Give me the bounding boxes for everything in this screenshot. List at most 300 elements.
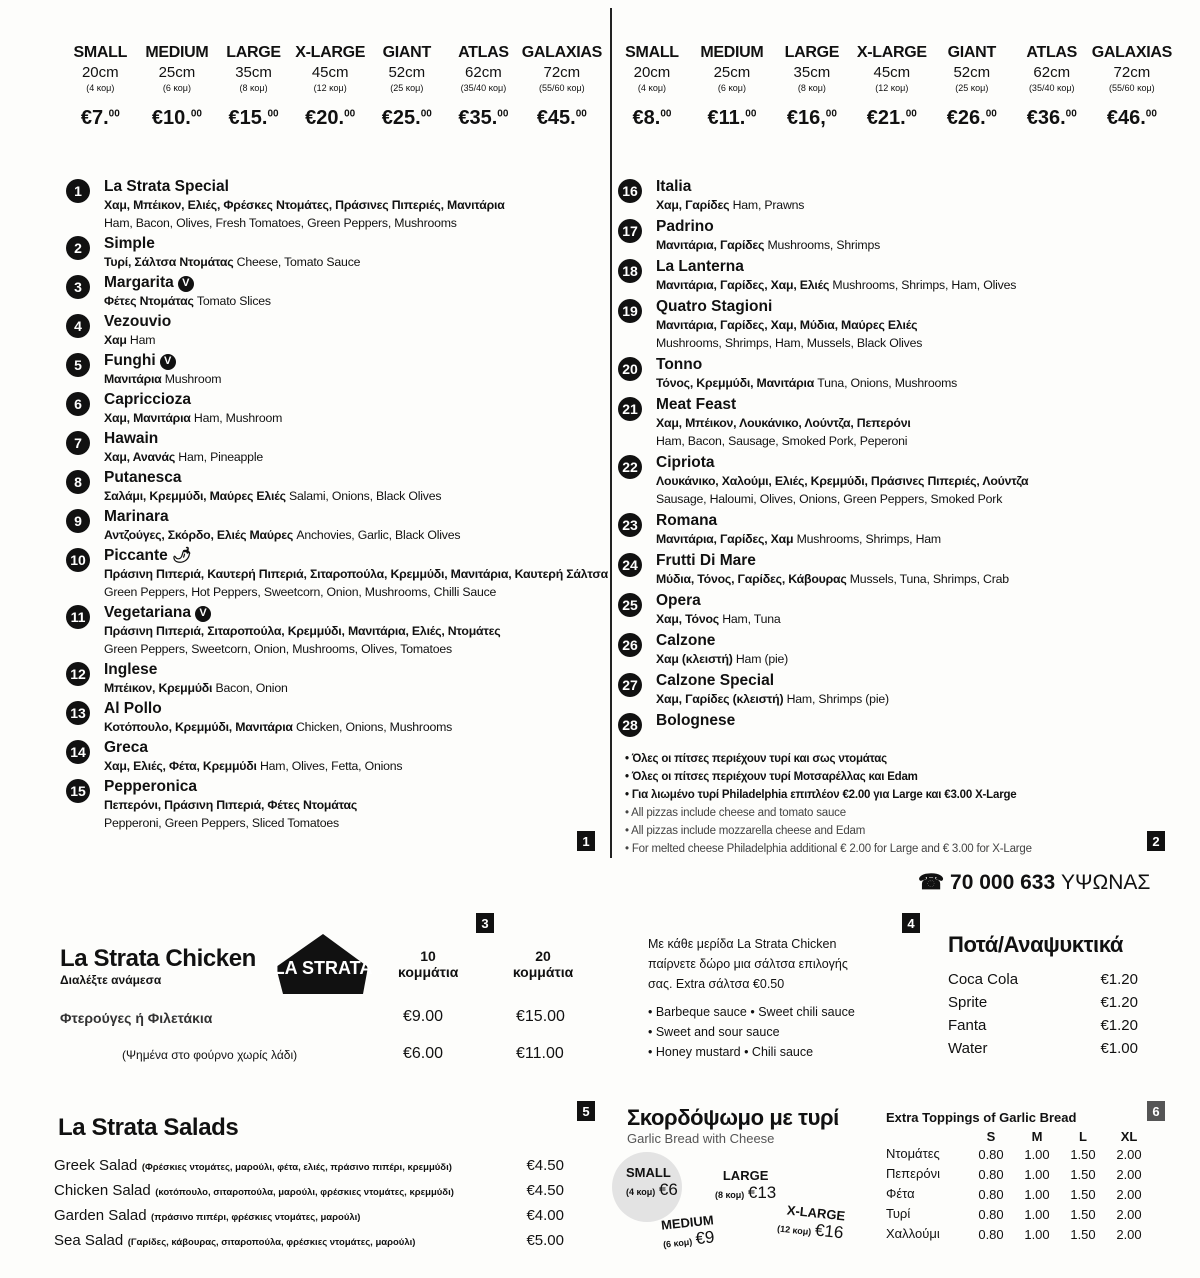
price-main: €21.	[866, 107, 906, 129]
price-cents: 00	[420, 108, 432, 120]
size-name: LARGE	[226, 44, 281, 61]
note: • Όλες οι πίτσες περιέχουν τυρί Μοτσαρέλλας και Edam	[625, 771, 918, 783]
size-column	[215, 44, 292, 130]
price-cents: 00	[190, 108, 202, 120]
size-column	[692, 44, 772, 130]
pizza-ingredients	[656, 236, 1170, 254]
ingredients-english: Anchovies, Garlic, Black Olives	[296, 528, 461, 542]
size-diameter: 72cm	[543, 64, 581, 81]
offer-line: σας. Extra σάλτσα €0.50	[648, 977, 785, 991]
pizza-item	[610, 711, 1170, 733]
note: • For melted cheese Philadelphia additional € 2.00 for Large and € 3.00 for X-Large	[625, 843, 1032, 855]
ingredients-english: Mushrooms, Shrimps	[767, 238, 881, 252]
price-cents: 00	[575, 108, 587, 120]
pizza-ingredients	[656, 690, 1170, 708]
ingredients-greek: Χαμ, Ελιές, Φέτα, Κρεμμύδι	[104, 759, 257, 773]
ingredients-english: Mushrooms, Shrimps, Ham, Mussels, Black Olives	[656, 336, 923, 350]
ingredients-greek: Πράσινη Πιπεριά, Σιταροπούλα, Κρεμμύδι, Μανιτάρια, Ελιές, Ντομάτες	[104, 624, 501, 638]
size-pieces: (25 κομ)	[955, 83, 989, 93]
topping-price: 1.00	[1024, 1206, 1050, 1222]
pieces: (12 κομ)	[776, 1223, 812, 1238]
pizza-number-badge: 17	[618, 219, 642, 243]
pizza-number-badge: 28	[618, 713, 642, 737]
topping-price: 2.00	[1116, 1166, 1142, 1182]
size-column	[522, 44, 602, 130]
pizza-ingredients	[104, 526, 598, 544]
price-main: €26.	[946, 107, 986, 129]
pizza-item	[58, 234, 598, 271]
pizza-number-badge: 7	[66, 431, 90, 455]
pizza-name: Frutti Di Mare	[656, 552, 756, 569]
size-column	[852, 44, 932, 130]
topping-price: 1.50	[1070, 1206, 1096, 1222]
pizza-name-row	[104, 429, 598, 448]
pizza-name: Vezouvio	[104, 313, 172, 330]
ingredients-greek: Μανιτάρια, Γαρίδες	[656, 238, 765, 252]
size-pieces: (55/60 κομ)	[1109, 83, 1155, 93]
pizza-name: Opera	[656, 592, 701, 609]
ingredients-english: Ham, Olives, Fetta, Onions	[259, 759, 403, 773]
size-name: X-LARGE	[856, 44, 927, 61]
phone-area: ΥΨΩΝΑΣ	[1060, 871, 1151, 894]
size-pieces: (8 κομ)	[239, 83, 268, 93]
drink-row	[948, 1037, 1138, 1060]
pizza-name: Italia	[656, 178, 692, 195]
pizza-item	[58, 312, 598, 349]
size-diameter: 25cm	[713, 64, 751, 81]
ingredients-greek: Μανιτάρια	[104, 372, 162, 386]
chicken-price: €9.00	[403, 1008, 444, 1025]
chicken-offer	[648, 934, 855, 1062]
pizza-number-badge: 10	[66, 548, 90, 572]
drink-row	[948, 1014, 1138, 1037]
pizza-ingredients	[656, 490, 1170, 508]
pizza-item	[610, 551, 1170, 588]
pizza-name-row	[656, 257, 1170, 276]
col-count: 20	[535, 948, 551, 964]
pizza-name: Greca	[104, 739, 148, 756]
toppings-header	[886, 1129, 1152, 1144]
garlic-size	[776, 1202, 846, 1244]
pizza-ingredients	[104, 253, 598, 271]
garlic-size	[660, 1212, 716, 1252]
size-price	[152, 107, 202, 130]
chicken-price: €11.00	[516, 1045, 564, 1062]
size-price	[947, 107, 997, 130]
pizza-ingredients	[104, 718, 598, 736]
size-pieces: (35/40 κομ)	[460, 83, 507, 93]
topping-price: 1.00	[1024, 1146, 1050, 1162]
pizza-name: Cipriota	[656, 454, 715, 471]
drinks-title: Ποτά/Αναψυκτικά	[948, 932, 1124, 957]
ingredients-greek: Μανιτάρια, Γαρίδες, Χαμ	[656, 532, 794, 546]
ingredients-greek: Μπέικον, Κρεμμύδι	[104, 681, 213, 695]
pizza-name-row	[656, 217, 1170, 236]
pizza-name-row	[656, 395, 1170, 414]
topping-price: 0.80	[978, 1146, 1004, 1162]
pizza-item	[58, 390, 598, 427]
salad-label	[54, 1154, 452, 1179]
section-number: 1	[577, 831, 595, 851]
salad-price: €5.00	[526, 1232, 564, 1249]
pizza-name-row	[104, 660, 598, 679]
topping-row	[886, 1204, 1152, 1224]
ingredients-greek: Χαμ, Γαρίδες	[656, 198, 730, 212]
phone-icon: ☎	[918, 871, 945, 894]
pizza-number-badge: 21	[618, 397, 642, 421]
pizza-ingredients	[656, 316, 1170, 334]
offer-line: παίρνετε δώρο μια σάλτσα επιλογής	[648, 957, 848, 971]
salad-price: €4.50	[526, 1157, 564, 1174]
price-main: €7.	[80, 107, 109, 129]
price-cents: 00	[1065, 108, 1077, 120]
ingredients-english: Cheese, Tomato Sauce	[236, 255, 361, 269]
ingredients-english: Mussels, Tuna, Shrimps, Crab	[849, 572, 1009, 586]
size-column	[612, 44, 692, 130]
pizza-ingredients	[104, 487, 598, 505]
garlic-subtitle: Garlic Bread with Cheese	[627, 1131, 775, 1146]
topping-price: 1.00	[1024, 1226, 1050, 1242]
pizza-list-left	[58, 177, 608, 834]
price-cents: 00	[905, 108, 917, 120]
ingredients-greek: Τυρί, Σάλτσα Ντομάτας	[104, 255, 234, 269]
pizza-name-row	[656, 297, 1170, 316]
price-cents: 00	[108, 108, 120, 120]
chili-icon: 🌶	[167, 547, 192, 564]
size-price	[458, 107, 508, 130]
sauce-line: • Sweet and sour sauce	[648, 1025, 780, 1039]
chicken-col-20	[510, 948, 576, 980]
salad-name: Sea Salad	[54, 1232, 124, 1249]
size-price	[81, 107, 120, 130]
size-price	[305, 107, 355, 130]
section-number: 2	[1147, 831, 1165, 851]
pizza-name-row	[656, 671, 1170, 690]
drink-row	[948, 968, 1138, 991]
topping-name: Τυρί	[886, 1206, 911, 1221]
pizza-name: Padrino	[656, 218, 714, 235]
pizza-number-badge: 16	[618, 179, 642, 203]
salad-name: Chicken Salad	[54, 1182, 151, 1199]
ingredients-greek: Χαμ, Ανανάς	[104, 450, 176, 464]
pizza-name: Piccante	[104, 547, 168, 564]
pizza-name: La Strata Special	[104, 178, 229, 195]
size-label: X-LARGE	[786, 1202, 846, 1224]
price-cents: 00	[745, 108, 757, 120]
size-diameter: 52cm	[388, 64, 426, 81]
size-pieces: (35/40 κομ)	[1028, 83, 1075, 93]
size-pieces: (4 κομ)	[86, 83, 115, 93]
drink-name: Fanta	[948, 1017, 987, 1034]
size-diameter: 62cm	[1033, 64, 1071, 81]
pieces: (8 κομ)	[715, 1190, 745, 1200]
pizza-name-row	[104, 273, 598, 292]
pizza-name-row	[104, 390, 598, 409]
ingredients-english: Ham	[129, 333, 156, 347]
pizza-ingredients	[656, 276, 1170, 294]
size-pieces: (25 κομ)	[390, 83, 424, 93]
size-name: GIANT	[382, 44, 431, 61]
size-diameter: 52cm	[953, 64, 991, 81]
pizza-ingredients	[104, 409, 598, 427]
pizza-item	[58, 273, 598, 310]
size-price	[1107, 107, 1157, 130]
topping-price: 2.00	[1116, 1186, 1142, 1202]
pizza-number-badge: 19	[618, 299, 642, 323]
toppings-title: Extra Toppings of Garlic Bread	[886, 1110, 1077, 1125]
chicken-section-title	[60, 945, 256, 987]
garlic-size	[626, 1165, 678, 1200]
ingredients-english: Mushrooms, Shrimps, Ham	[796, 532, 941, 546]
ingredients-english: Sausage, Haloumi, Olives, Onions, Green Peppers, Smoked Pork	[656, 492, 1003, 506]
note: • All pizzas include mozzarella cheese and Edam	[625, 825, 866, 837]
size-name: GALAXIAS	[521, 44, 602, 61]
pizza-ingredients	[104, 565, 608, 583]
pizza-number-badge: 24	[618, 553, 642, 577]
col-label: κομμάτια	[512, 964, 574, 980]
ingredients-english: Ham, Pineapple	[178, 450, 263, 464]
salad-row	[54, 1179, 564, 1204]
drink-price: €1.20	[1100, 971, 1138, 988]
drink-row	[948, 991, 1138, 1014]
pizza-ingredients	[104, 448, 598, 466]
pizza-number-badge: 5	[66, 353, 90, 377]
pizza-name-row	[656, 711, 1170, 730]
pizza-item	[610, 355, 1170, 392]
pizza-item	[610, 257, 1170, 294]
topping-price: 2.00	[1116, 1146, 1142, 1162]
pizza-ingredients	[656, 414, 1170, 432]
ingredients-english: Tomato Slices	[196, 294, 271, 308]
col-count: 10	[420, 948, 436, 964]
size-name: ATLAS	[1026, 44, 1078, 61]
pizza-name: Marinara	[104, 508, 169, 525]
size-diameter: 45cm	[311, 64, 349, 81]
size-diameter: 35cm	[235, 64, 272, 81]
size-name: GIANT	[947, 44, 996, 61]
pizza-name-row	[104, 234, 598, 253]
chicken-price: €15.00	[516, 1008, 565, 1025]
price-main: €25.	[381, 107, 421, 129]
salad-name: Greek Salad	[54, 1157, 138, 1174]
toppings-section	[886, 1110, 1152, 1244]
salads-title	[58, 1114, 238, 1142]
pizza-name: Quatro Stagioni	[656, 298, 773, 315]
salad-name: Garden Salad	[54, 1207, 147, 1224]
pizza-item	[58, 177, 598, 232]
ingredients-english: Ham, Mushroom	[193, 411, 283, 425]
price-main: €35.	[458, 107, 498, 129]
ingredients-english: Bacon, Onion	[215, 681, 288, 695]
pizza-ingredients	[656, 610, 1170, 628]
pizza-number-badge: 9	[66, 509, 90, 533]
pizza-number-badge: 13	[66, 701, 90, 725]
size-column	[1092, 44, 1172, 130]
price-main: €46.	[1106, 107, 1146, 129]
drinks-section	[948, 932, 1138, 1060]
price-cents: 00	[344, 108, 356, 120]
size-price	[867, 107, 917, 130]
pizza-name: Calzone	[656, 632, 716, 649]
pizza-ingredients	[656, 530, 1170, 548]
pizza-name: Vegetariana	[104, 604, 192, 621]
salad-price: €4.50	[526, 1182, 564, 1199]
pizza-ingredients	[656, 650, 1170, 668]
topping-price: 1.50	[1070, 1146, 1096, 1162]
pizza-item	[58, 777, 598, 832]
pizza-item	[58, 351, 598, 388]
topping-price: 1.00	[1024, 1166, 1050, 1182]
sauce-line: • Honey mustard • Chili sauce	[648, 1045, 814, 1059]
pizza-name-row	[104, 177, 598, 196]
pizza-name: Romana	[656, 512, 718, 529]
size-pieces: (55/60 κομ)	[539, 83, 585, 93]
la-strata-logo	[268, 932, 378, 1002]
size-header: S	[986, 1129, 996, 1144]
size-price	[633, 107, 672, 130]
topping-name: Χαλλούμι	[886, 1226, 940, 1241]
ingredients-greek: Πεπερόνι, Πράσινη Πιπεριά, Φέτες Ντομάτας	[104, 798, 358, 812]
ingredients-greek: Αντζούγες, Σκόρδο, Ελιές Μαύρες	[104, 528, 294, 542]
price-main: €11.	[707, 107, 746, 129]
pizza-ingredients	[104, 292, 598, 310]
ingredients-english: Ham, Bacon, Olives, Fresh Tomatoes, Green Peppers, Mushrooms	[104, 216, 457, 230]
section-number: 3	[476, 913, 494, 933]
ingredients-greek: Φέτες Ντομάτας	[104, 294, 194, 308]
pizza-name: Funghi	[104, 352, 156, 369]
pizza-item	[58, 738, 598, 775]
offer-line: Με κάθε μερίδα La Strata Chicken	[648, 937, 837, 951]
pizza-name-row	[104, 507, 598, 526]
pizza-name-row	[104, 738, 598, 757]
ingredients-greek: Χαμ, Γαρίδες (κλειστή)	[656, 692, 784, 706]
pizza-item	[610, 453, 1170, 508]
salad-label	[54, 1204, 360, 1229]
pizza-item	[58, 603, 598, 658]
ingredients-greek: Χαμ, Μανιτάρια	[104, 411, 191, 425]
pizza-number-badge: 12	[66, 662, 90, 686]
pizza-name-row	[104, 603, 598, 622]
price-main: €15.	[228, 107, 268, 129]
size-diameter: 45cm	[873, 64, 911, 81]
pizza-ingredients	[104, 640, 598, 658]
pizza-name-row	[656, 591, 1170, 610]
ingredients-greek: Μανιτάρια, Γαρίδες, Χαμ, Μύδια, Μαύρες Ελιές	[656, 318, 918, 332]
salad-desc: (Φρέσκιες ντομάτες, μαρούλι, φέτα, ελιές, πράσινο πιπέρι, κρεμμύδι)	[141, 1162, 452, 1173]
salads-list	[54, 1154, 564, 1254]
size-diameter: 72cm	[1113, 64, 1151, 81]
pizza-number-badge: 3	[66, 275, 90, 299]
topping-row	[886, 1164, 1152, 1184]
size-name: GALAXIAS	[1091, 44, 1172, 61]
salad-desc: (Γαρίδες, κάβουρας, σιταροπούλα, φρέσκιες ντομάτες, μαρούλι)	[127, 1237, 416, 1248]
topping-price: 1.50	[1070, 1166, 1096, 1182]
size-column	[292, 44, 369, 130]
section-number: 6	[1147, 1101, 1165, 1121]
drink-name: Water	[948, 1040, 988, 1057]
section-number: 4	[902, 913, 920, 933]
price-main: €36.	[1026, 107, 1066, 129]
pizza-name-row	[656, 631, 1170, 650]
chicken-subtitle: Διαλέξτε ανάμεσα	[60, 973, 162, 987]
topping-price: 2.00	[1116, 1206, 1142, 1222]
pizza-name: Meat Feast	[656, 396, 737, 413]
pizza-number-badge: 8	[66, 470, 90, 494]
ingredients-english: Tuna, Onions, Mushrooms	[817, 376, 958, 390]
ingredients-english: Ham, Bacon, Sausage, Smoked Pork, Peperoni	[656, 434, 908, 448]
price: €9	[694, 1227, 716, 1249]
price-cents: 00	[660, 108, 672, 120]
pizza-name-row	[104, 312, 598, 331]
ingredients-english: Mushrooms, Shrimps, Ham, Olives	[832, 278, 1017, 292]
drink-price: €1.20	[1100, 994, 1138, 1011]
ingredients-english: Mushroom	[164, 372, 222, 386]
ingredients-english: Ham, Prawns	[732, 198, 805, 212]
topping-price: 0.80	[978, 1226, 1004, 1242]
pizza-name-row	[104, 546, 598, 565]
pizza-name: Inglese	[104, 661, 158, 678]
topping-row	[886, 1144, 1152, 1164]
pizza-number-badge: 20	[618, 357, 642, 381]
size-price	[382, 107, 432, 130]
size-pieces: (12 κομ)	[875, 83, 909, 93]
ingredients-greek: Τόνος, Κρεμμύδι, Μανιτάρια	[656, 376, 815, 390]
topping-name: Φέτα	[886, 1186, 915, 1201]
pizza-name: Pepperonica	[104, 778, 198, 795]
size-diameter: 25cm	[158, 64, 196, 81]
size-column	[772, 44, 852, 130]
pizza-notes	[625, 750, 1032, 858]
pizza-ingredients	[104, 214, 598, 232]
pizza-name-row	[656, 551, 1170, 570]
salad-row	[54, 1154, 564, 1179]
salad-desc: (πράσινο πιπέρι, φρέσκιες ντομάτες, μαρούλι)	[151, 1212, 361, 1223]
vegetarian-icon: V	[195, 606, 211, 622]
size-name: LARGE	[784, 44, 840, 61]
vegetarian-icon: V	[178, 276, 194, 292]
phone-line[interactable]	[918, 870, 1150, 895]
pizza-name: Simple	[104, 235, 155, 252]
chicken-col-10	[398, 948, 458, 980]
pizza-name-row	[104, 468, 598, 487]
pizza-ingredients	[656, 432, 1170, 450]
size-label: LARGE	[722, 1168, 769, 1183]
size-diameter: 20cm	[633, 64, 671, 81]
topping-price: 0.80	[978, 1206, 1004, 1222]
pizza-number-badge: 22	[618, 455, 642, 479]
price-main: €45.	[536, 107, 576, 129]
phone-number: 70 000 633	[950, 871, 1056, 894]
pizza-name: Al Pollo	[104, 700, 162, 717]
pizza-ingredients	[104, 622, 598, 640]
ingredients-greek: Μανιτάρια, Γαρίδες, Χαμ, Ελιές	[656, 278, 830, 292]
pieces: (4 κομ)	[626, 1187, 656, 1197]
size-column	[445, 44, 522, 130]
pizza-item	[58, 546, 608, 601]
pizza-ingredients	[104, 331, 598, 349]
pizza-ingredients	[104, 583, 598, 601]
chicken-row-label: Φτερούγες ή Φιλετάκια	[60, 1010, 213, 1026]
size-pieces: (6 κομ)	[717, 83, 746, 93]
salad-row	[54, 1204, 564, 1229]
pizza-ingredients	[104, 370, 598, 388]
ingredients-greek: Χαμ, Τόνος	[656, 612, 719, 626]
price-cents: 00	[1145, 108, 1157, 120]
size-header: M	[1031, 1129, 1043, 1144]
pizza-number-badge: 1	[66, 179, 90, 203]
ingredients-english: Ham, Shrimps (pie)	[786, 692, 889, 706]
size-diameter: 35cm	[793, 64, 831, 81]
